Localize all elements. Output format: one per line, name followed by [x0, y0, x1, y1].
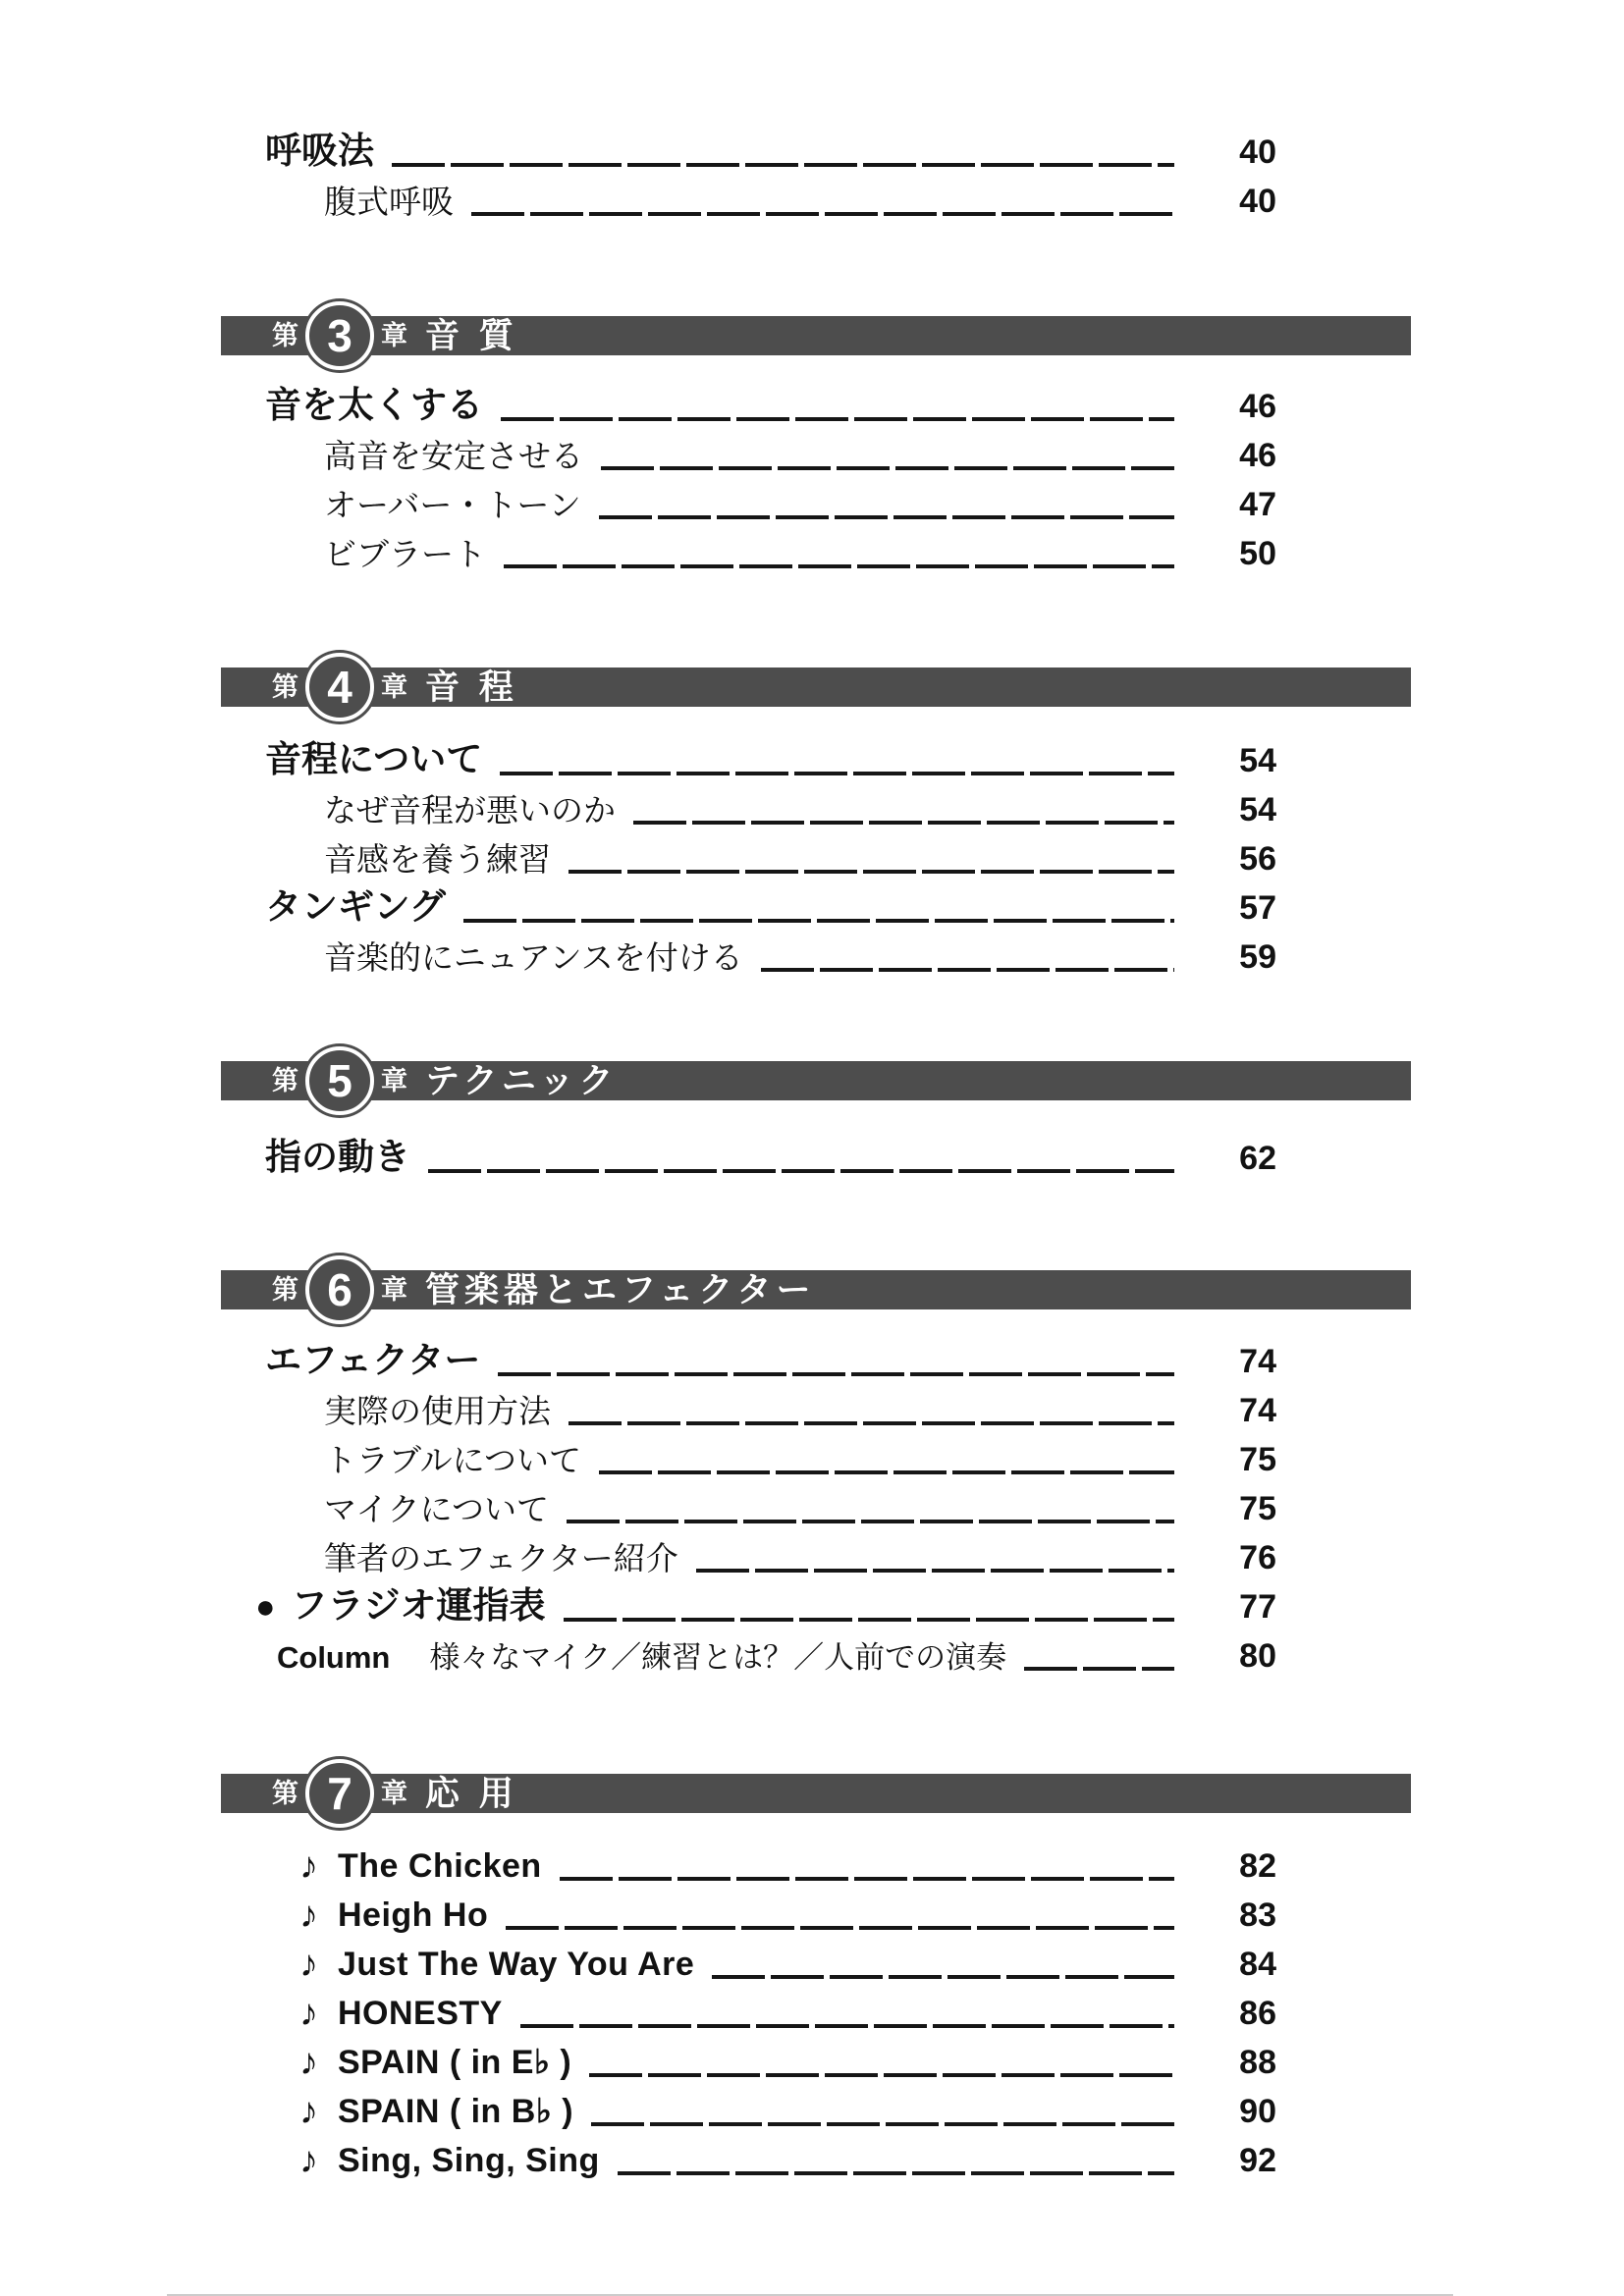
page-number: 46 [1239, 437, 1276, 475]
toc-entry-label: トラブルについて [324, 1442, 582, 1479]
leader-line [567, 1520, 1174, 1523]
page-number: 83 [1239, 1896, 1276, 1935]
song-title: The Chicken [338, 1847, 542, 1886]
leader-line [506, 1926, 1174, 1930]
chapter-unit: 章 [381, 1065, 407, 1095]
page-number: 54 [1239, 742, 1276, 780]
chapter-number-badge [305, 1255, 374, 1324]
chapter-title: 音 質 [425, 316, 518, 355]
toc-entry-label: 筆者のエフェクター紹介 [324, 1540, 678, 1577]
chapter-number-badge [305, 1046, 374, 1115]
song-title: Just The Way You Are [338, 1946, 695, 1984]
leader-line [599, 515, 1174, 519]
leader-line [599, 1470, 1174, 1474]
page-number: 88 [1239, 2044, 1276, 2082]
toc-entry-label: 音程について [265, 739, 483, 780]
toc-entry-label: 音楽的にニュアンスを付ける [324, 939, 743, 977]
page-number: 86 [1239, 1995, 1276, 2033]
chapter-unit: 章 [381, 1778, 407, 1808]
toc-row [324, 425, 1276, 474]
toc-row [324, 927, 1276, 976]
eighth-note-icon: ♪ [299, 1845, 318, 1887]
page-number: 90 [1239, 2093, 1276, 2131]
chapter-number: 7 [327, 1768, 352, 1819]
page-number: 75 [1239, 1441, 1276, 1479]
song-title: SPAIN ( in E♭ ) [338, 2044, 572, 2082]
toc-row-song [299, 2081, 1276, 2130]
chapter-heading [221, 662, 1411, 713]
chapter-heading [221, 1264, 1411, 1315]
chapter-unit: 章 [381, 1274, 407, 1305]
page-number: 77 [1239, 1588, 1276, 1627]
toc-row [324, 171, 1276, 220]
toc-entry-label: ビブラート [324, 536, 486, 573]
eighth-note-icon: ♪ [299, 1895, 318, 1936]
toc-section-ch7 [0, 1836, 1624, 2179]
song-title: Sing, Sing, Sing [338, 2142, 600, 2180]
chapter-prefix: 第 [272, 1065, 298, 1095]
leader-line [500, 772, 1174, 775]
leader-line [589, 2073, 1174, 2077]
toc-section-ch5 [0, 1128, 1624, 1177]
eighth-note-icon: ♪ [299, 2042, 318, 2083]
song-title: HONESTY [338, 1995, 503, 2033]
page-number: 62 [1239, 1140, 1276, 1178]
leader-line [560, 1877, 1174, 1881]
toc-row-song [299, 1836, 1276, 1885]
chapter-prefix: 第 [272, 1778, 298, 1808]
page-number: 82 [1239, 1847, 1276, 1886]
toc-row [324, 1527, 1276, 1576]
toc-row [324, 779, 1276, 828]
toc-row [324, 1478, 1276, 1527]
leader-line [498, 1372, 1174, 1376]
toc-row-song [299, 1885, 1276, 1934]
toc-entry-label: マイクについて [324, 1491, 550, 1528]
chapter-unit: 章 [381, 671, 407, 702]
eighth-note-icon: ♪ [299, 2091, 318, 2132]
leader-line [633, 821, 1174, 825]
page-number: 92 [1239, 2142, 1276, 2180]
page-number: 84 [1239, 1946, 1276, 1984]
toc-row [324, 1429, 1276, 1478]
eighth-note-icon: ♪ [299, 2140, 318, 2181]
toc-row [324, 1380, 1276, 1429]
leader-line [471, 212, 1174, 216]
eighth-note-icon: ♪ [299, 1944, 318, 1985]
page-number: 80 [1239, 1637, 1276, 1676]
leader-line [618, 2171, 1174, 2175]
chapter-title: 応 用 [425, 1774, 518, 1813]
toc-row [265, 730, 1276, 779]
chapter-prefix: 第 [272, 671, 298, 702]
page-number: 59 [1239, 938, 1276, 977]
page-number: 46 [1239, 388, 1276, 426]
toc-entry-label: 音感を養う練習 [324, 841, 551, 879]
toc-row-song [299, 1934, 1276, 1983]
chapter-number: 6 [327, 1264, 352, 1315]
leader-line [1024, 1667, 1174, 1671]
toc-entry-label: 様々なマイク／練習とは？／人前での演奏 [429, 1640, 1007, 1676]
bullet-icon: ● [255, 1587, 276, 1626]
leader-line [520, 2024, 1174, 2028]
chapter-title: 音 程 [425, 667, 518, 707]
chapter-heading [221, 310, 1411, 361]
toc-entry-label: 腹式呼吸 [324, 184, 454, 221]
chapter-heading [221, 1768, 1411, 1819]
chapter-number-badge [305, 301, 374, 370]
toc-entry-label: エフェクター [265, 1340, 481, 1381]
toc-section-ch6 [0, 1331, 1624, 1675]
page-number: 57 [1239, 889, 1276, 928]
toc-entry-label: フラジオ運指表 [291, 1585, 546, 1627]
song-title: Heigh Ho [338, 1896, 489, 1935]
toc-row [265, 122, 1276, 171]
leader-line [568, 1421, 1174, 1425]
leader-line [463, 919, 1174, 923]
leader-line [601, 466, 1174, 470]
chapter-number: 4 [327, 662, 352, 713]
chapter-prefix: 第 [272, 320, 298, 350]
leader-line [568, 870, 1174, 874]
leader-line [712, 1975, 1174, 1979]
chapter-unit: 章 [381, 320, 407, 350]
toc-section-ch3 [0, 376, 1624, 572]
toc-entry-label: 音を太くする [265, 385, 483, 426]
toc-entry-label: 指の動き [265, 1137, 410, 1178]
leader-line [392, 163, 1174, 167]
toc-row [255, 1576, 1276, 1626]
toc-row [265, 376, 1276, 425]
toc-row [265, 1128, 1276, 1177]
toc-row [265, 878, 1276, 927]
toc-row [324, 523, 1276, 572]
page-number: 76 [1239, 1539, 1276, 1577]
toc-entry-label: なぜ音程が悪いのか [324, 792, 616, 829]
toc-row [265, 1331, 1276, 1380]
page-number: 47 [1239, 486, 1276, 524]
leader-line [504, 564, 1174, 568]
toc-row [324, 828, 1276, 878]
chapter-number-badge [305, 653, 374, 721]
leader-line [696, 1569, 1174, 1573]
page-number: 40 [1239, 183, 1276, 221]
leader-line [591, 2122, 1174, 2126]
toc-entry-label: タンギング [265, 886, 446, 928]
page-number: 56 [1239, 840, 1276, 879]
toc-entry-label: 実際の使用方法 [324, 1393, 551, 1430]
page-number: 74 [1239, 1392, 1276, 1430]
chapter-heading [221, 1055, 1411, 1106]
toc-row-song [299, 1983, 1276, 2032]
leader-line [501, 417, 1174, 421]
chapter-title: 管楽器とエフェクター [425, 1270, 816, 1309]
leader-line [564, 1618, 1174, 1622]
toc-entry-label: オーバー・トーン [324, 487, 581, 524]
toc-section-ch4 [0, 730, 1624, 976]
page-number: 40 [1239, 133, 1276, 172]
page-number: 50 [1239, 535, 1276, 573]
toc-row [324, 474, 1276, 523]
leader-line [428, 1169, 1174, 1173]
toc-row-song [299, 2032, 1276, 2081]
chapter-number-badge [305, 1759, 374, 1828]
song-title: SPAIN ( in B♭ ) [338, 2093, 574, 2131]
chapter-number: 3 [327, 310, 352, 361]
chapter-number: 5 [327, 1055, 352, 1106]
eighth-note-icon: ♪ [299, 1993, 318, 2034]
column-label: Column [277, 1640, 391, 1676]
toc-entry-label: 高音を安定させる [324, 438, 583, 475]
toc-entry-label: 呼吸法 [265, 131, 374, 172]
toc-row-column [277, 1626, 1276, 1675]
page-number: 54 [1239, 791, 1276, 829]
chapter-prefix: 第 [272, 1274, 298, 1305]
page-number: 75 [1239, 1490, 1276, 1528]
toc-row-song [299, 2130, 1276, 2179]
toc-section-top [0, 122, 1624, 220]
page-number: 74 [1239, 1343, 1276, 1381]
chapter-title: テクニック [425, 1061, 619, 1100]
leader-line [761, 968, 1174, 972]
